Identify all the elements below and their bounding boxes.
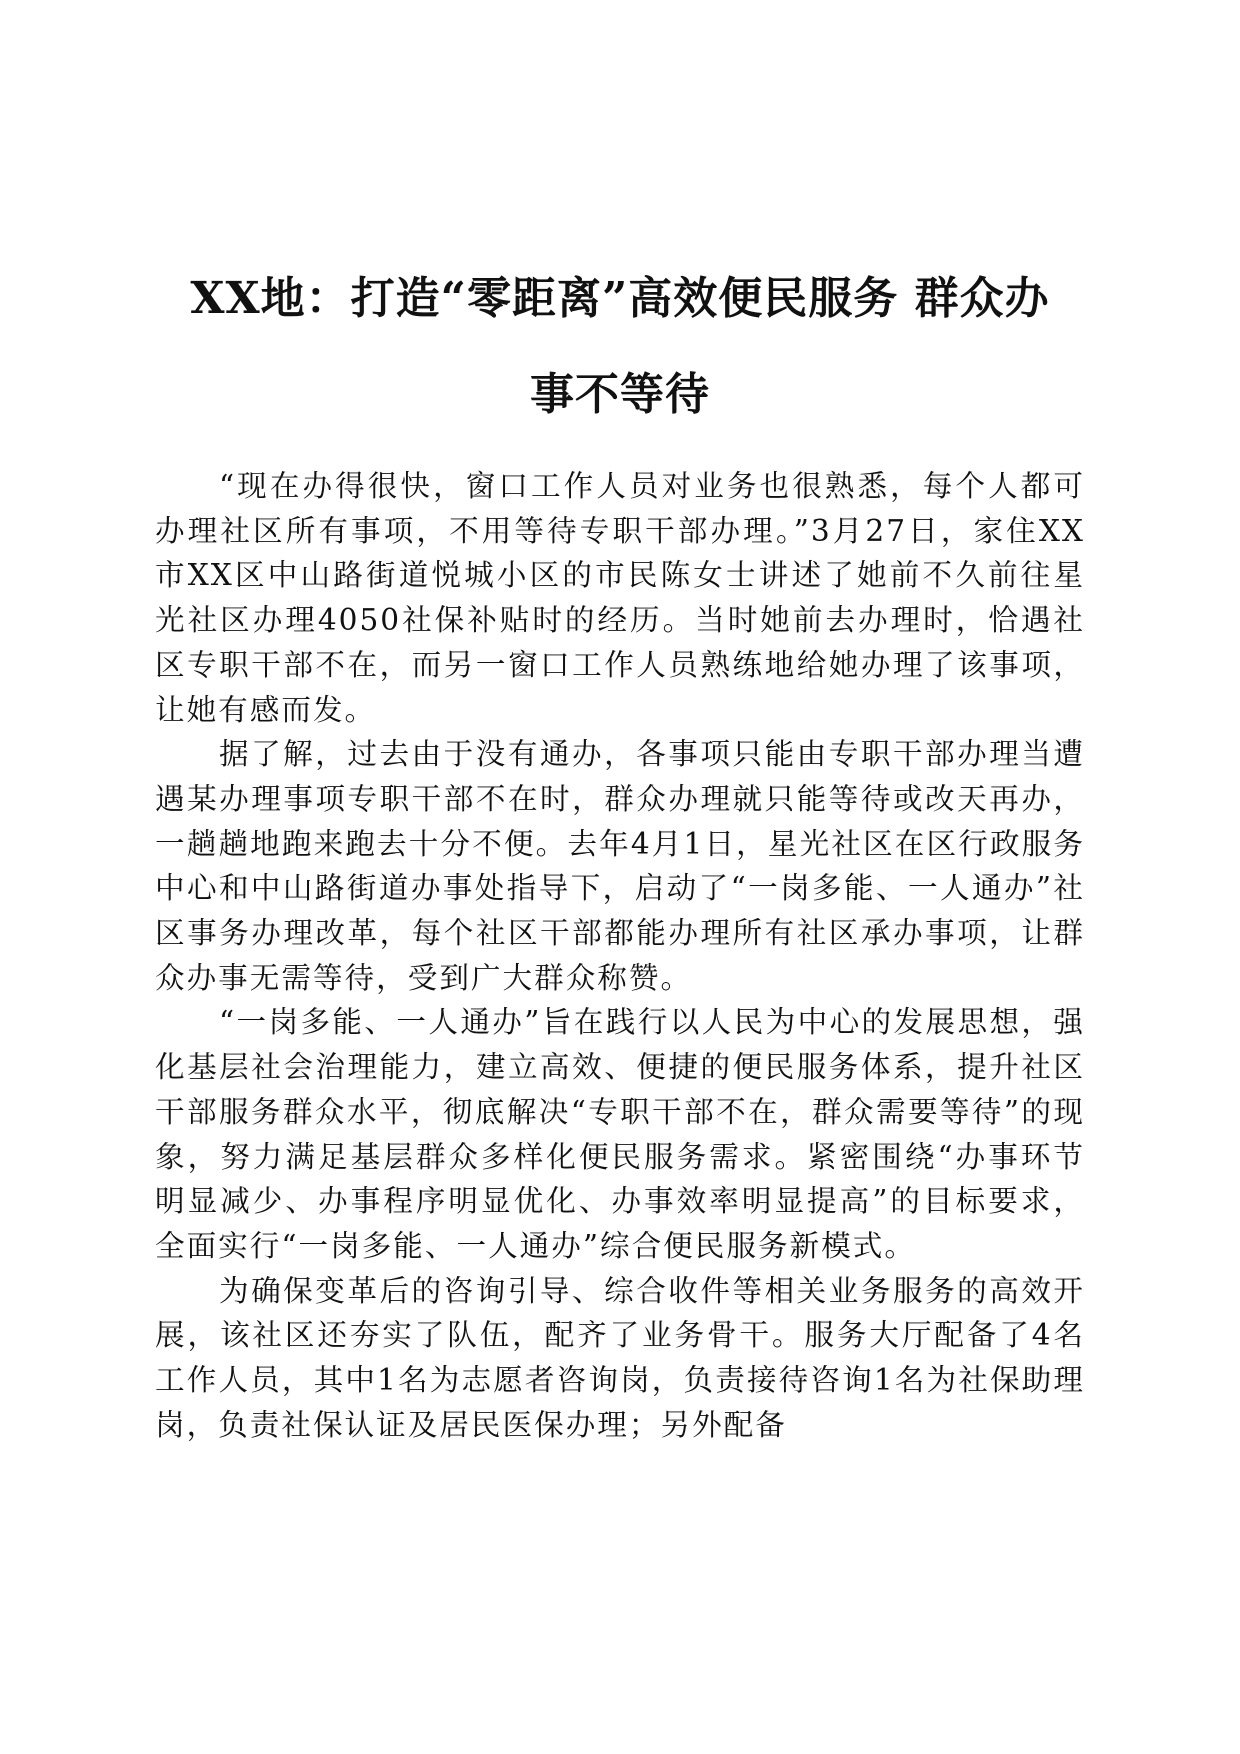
- title-line-1: XX地：打造“零距离”高效便民服务 群众办: [190, 273, 1050, 325]
- paragraph-4: 为确保变革后的咨询引导、综合收件等相关业务服务的高效开展，该社区还夯实了队伍，配齐了业务骨干。服务大厅配备了4名工作人员，其中1名为志愿者咨询岗，负责接待咨询1名为社保助理岗，负责社保认证及居民医保办理；另外配备: [155, 1273, 1085, 1442]
- paragraph-1: “现在办得很快，窗口工作人员对业务也很熟悉，每个人都可办理社区所有事项，不用等待专职干部办理。”3月27日，家住XX市XX区中山路街道悦城小区的市民陈女士讲述了她前不久前往星光社区办理4050社保补贴时的经历。当时她前去办理时，恰遇社区专职干部不在，而另一窗口工作人员熟练地给她办理了该事项，让她有感而发。: [155, 469, 1085, 727]
- paragraph-3: “一岗多能、一人通办”旨在践行以人民为中心的发展思想，强化基层社会治理能力，建立高效、便捷的便民服务体系，提升社区干部服务群众水平，彻底解决“专职干部不在，群众需要等待”的现象，努力满足基层群众多样化便民服务需求。紧密围绕“办事环节明显减少、办事程序明显优化、办事效率明显提高”的目标要求，全面实行“一岗多能、一人通办”综合便民服务新模式。: [155, 1005, 1085, 1263]
- paragraph-2: 据了解，过去由于没有通办，各事项只能由专职干部办理当遭遇某办理事项专职干部不在时，群众办理就只能等待或改天再办，一趟趟地跑来跑去十分不便。去年4月1日，星光社区在区行政服务中心和中山路街道办事处指导下，启动了“一岗多能、一人通办”社区事务办理改革，每个社区干部都能办理所有社区承办事项，让群众办事无需等待，受到广大群众称赞。: [155, 737, 1085, 995]
- article-title: [150, 251, 1090, 443]
- article-body: [155, 464, 1085, 1447]
- title-line-2: 事不等待: [530, 369, 710, 421]
